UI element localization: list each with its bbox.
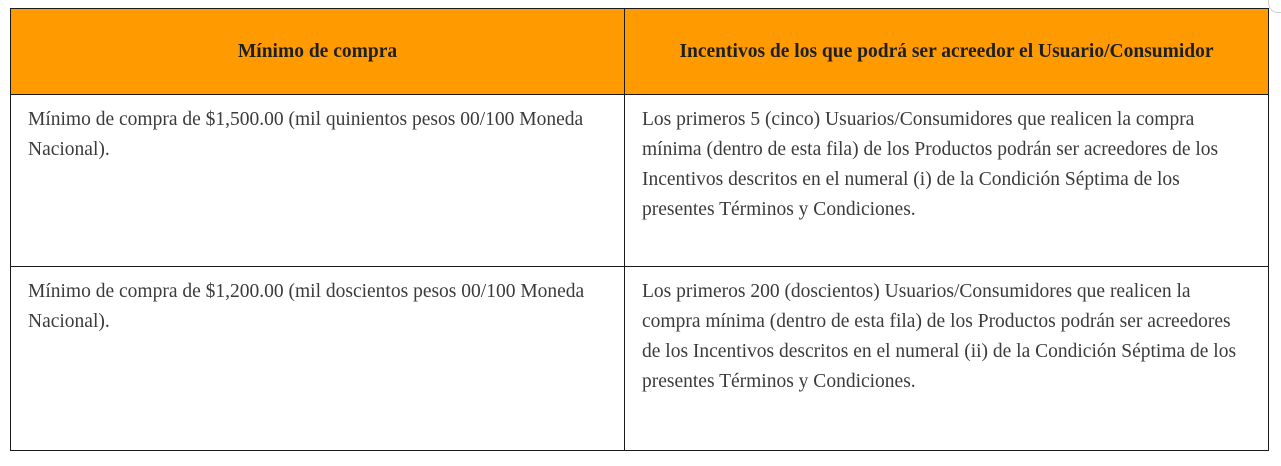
cell-minimum-purchase bbox=[11, 267, 625, 451]
incentive-text: Los primeros 5 (cinco) Usuarios/Consumidores que realicen la compra mínima (dentro de esta fila) de los Productos podrán ser acreedores de los Incentivos descritos en el numeral (i) de la Condición Séptima de los presentes Términos y Condiciones. bbox=[642, 109, 1219, 220]
table-row bbox=[11, 95, 1269, 267]
cell-incentive bbox=[625, 267, 1269, 451]
header-minimum-purchase: Mínimo de compra bbox=[11, 9, 625, 95]
incentive-text: Los primeros 200 (doscientos) Usuarios/Consumidores que realicen la compra mínima (dentro de esta fila) de los Productos podrán ser acreedores de los Incentivos descritos en el numeral (ii) de la Condición Séptima de los presentes Términos y Condiciones. bbox=[642, 281, 1237, 392]
minimum-purchase-text: Mínimo de compra de $1,200.00 (mil doscientos pesos 00/100 Moneda Nacional). bbox=[28, 281, 585, 332]
incentives-table bbox=[10, 8, 1269, 451]
cell-minimum-purchase bbox=[11, 95, 625, 267]
corner-handle bbox=[1268, 0, 1281, 13]
cell-incentive bbox=[625, 95, 1269, 267]
header-incentives: Incentivos de los que podrá ser acreedor el Usuario/Consumidor bbox=[625, 9, 1269, 95]
table-header-row bbox=[11, 9, 1269, 95]
table-row bbox=[11, 267, 1269, 451]
minimum-purchase-text: Mínimo de compra de $1,500.00 (mil quinientos pesos 00/100 Moneda Nacional). bbox=[28, 109, 584, 160]
incentives-table-container bbox=[10, 8, 1268, 451]
